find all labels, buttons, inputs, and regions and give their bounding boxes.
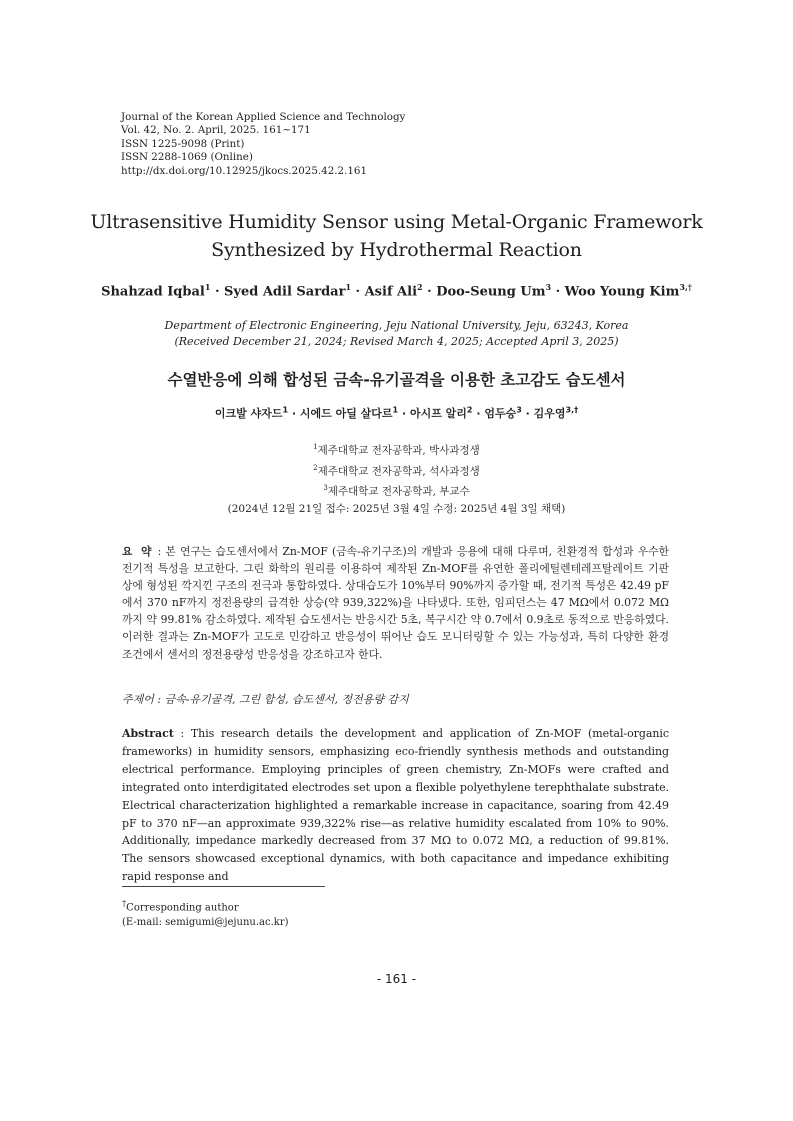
author-sep: ·: [472, 407, 485, 420]
author-list: [0, 282, 793, 299]
abstract-label: Abstract: [122, 727, 174, 740]
affil-text: 제주대학교 전자공학과, 석사과정생: [317, 465, 480, 477]
korean-author: 김우영: [533, 407, 566, 420]
korean-author: 아시프 알리: [409, 407, 467, 420]
affiliation: [0, 318, 793, 350]
doi-link[interactable]: http://dx.doi.org/10.12925/jkocs.2025.42.2.161: [121, 164, 368, 177]
korean-keywords: 주제어 : 금속-유기골격, 그린 합성, 습도센서, 정전용량 감지: [122, 693, 409, 706]
author-sup: 3: [545, 282, 552, 292]
korean-title: 수열반응에 의해 합성된 금속-유기골격을 이용한 초고감도 습도센서: [167, 371, 626, 389]
journal-name: Journal of the Korean Applied Science and Technology: [121, 111, 406, 123]
affil-sup: 1: [313, 443, 318, 451]
korean-abstract: [122, 543, 669, 663]
author-sup: 2: [417, 282, 423, 292]
affil-text: 제주대학교 전자공학과, 부교수: [327, 485, 470, 498]
paper-title: [0, 208, 793, 264]
author-sep: ·: [288, 407, 300, 420]
author: Syed Adil Sardar: [224, 284, 346, 300]
korean-affiliation: [0, 460, 793, 481]
korean-author: 시에드 아딜 살다르: [299, 407, 393, 420]
author-sep: ·: [521, 407, 534, 420]
english-abstract: [122, 725, 669, 886]
footnote-divider: [122, 886, 325, 887]
author-sup: 3: [516, 405, 522, 415]
author: Doo-Seung Um: [436, 284, 546, 300]
abstract-text: : This research details the development and application of Zn-MOF (metal-organic frameworks) in humidity sensors, emphasizing eco-friendly synthesis methods and outstanding electrical performance. Employing principles of green chemistry, Zn-MOFs were crafted and integrated onto interdigitated electrodes set upon a flexible polyethylene terephthalate substrate. Electrical characterization highlighted a remarkable increase in capacitance, soaring from 42.49 pF to 370 nF—an approximate 939,322% rise—as relative humidity escalated from 10% to 90%. Additionally, impedance markedly decreased from 37 MΩ to 0.072 MΩ, a reduction of 99.81%. The sensors showcased exceptional dynamics, with both capacitance and impedance exhibiting rapid response and: [122, 727, 669, 884]
author-sep: ·: [398, 407, 410, 420]
author-sep: ·: [351, 284, 365, 300]
footnote: [122, 896, 289, 930]
author-sup: 3,†: [565, 405, 579, 415]
author-sup: 2: [466, 405, 473, 415]
corresponding-email: (E-mail: semigumi@jejunu.ac.kr): [122, 917, 289, 929]
author-sup: 1: [392, 405, 399, 415]
korean-author: 이크발 샤자드: [214, 407, 283, 420]
korean-abstract-label: 요 약: [122, 545, 154, 558]
affil-text: 제주대학교 전자공학과, 박사과정생: [317, 444, 480, 457]
author-sep: ·: [422, 284, 437, 300]
author-sup: 3,†: [679, 282, 692, 292]
title-line-1: Ultrasensitive Humidity Sensor using Metal-Organic Framework: [90, 211, 703, 233]
corresponding-author: [122, 896, 289, 915]
department: Department of Electronic Engineering, Jeju National University, Jeju, 63243, Korea: [164, 319, 629, 332]
corresponding-author-label: Corresponding author: [126, 902, 239, 914]
author-sup: 1: [204, 282, 211, 292]
issn-print: ISSN 1225-9098 (Print): [121, 137, 245, 150]
author: Asif Ali: [364, 284, 418, 300]
title-line-2: Synthesized by Hydrothermal Reaction: [211, 239, 582, 261]
korean-affiliations: [0, 439, 793, 518]
korean-dates: (2024년 12월 21일 접수: 2025년 3월 4일 수정: 2025년 4월 3일 채택): [227, 502, 566, 515]
journal-info: [121, 111, 405, 178]
author-sup: 1: [282, 405, 289, 415]
korean-author-list: [0, 405, 793, 421]
received-dates: (Received December 21, 2024; Revised March 4, 2025; Accepted April 3, 2025): [174, 335, 619, 348]
author-sep: ·: [551, 284, 565, 300]
author: Shahzad Iqbal: [101, 284, 205, 300]
issn-online: ISSN 2288-1069 (Online): [121, 151, 253, 164]
korean-affiliation: [0, 439, 793, 460]
affil-sup: 2: [313, 463, 318, 472]
affil-sup: 3: [323, 484, 328, 492]
journal-volume: Vol. 42, No. 2. April, 2025. 161~171: [121, 124, 311, 137]
korean-author: 엄두승: [484, 407, 517, 420]
author: Woo Young Kim: [564, 284, 680, 300]
page-number: - 161 -: [376, 972, 417, 986]
author-sup: 1: [345, 282, 352, 292]
author-sep: ·: [210, 284, 224, 300]
korean-abstract-text: : 본 연구는 습도센서에서 Zn-MOF (금속-유기구조)의 개발과 응용에 대해 다루며, 친환경적 합성과 우수한 전기적 특성을 보고한다. 그린 화학의 원리를 이용하여 제작된 Zn-MOF를 유연한 폴리에틸렌테레프탈레이트 기판 상에 형성된 깍지낀 구조의 전극과 통합하였다. 상대습도가 10%부터 90%까지 증가할 때, 전기적 특성은 42.49 pF에서 370 nF까지 정전용량의 급격한 상승(약 939,322%)을 나타냈다. 또한, 임피던스는 47 MΩ에서 0.072 MΩ까지 약 99.81% 감소하였다. 제작된 습도센서는 반응시간 5초, 복구시간 약 0.7에서 0.9초로 동적으로 반응하였다. 이러한 결과는 Zn-MOF가 고도로 민감하고 반응성이 뛰어난 습도 모니터링할 수 있는 가능성과, 특히 다양한 환경 조건에서 센서의 정전용량성 반응성을 강조하고자 한다.: [122, 545, 669, 661]
korean-affiliation: [0, 480, 793, 501]
dagger-mark: †: [122, 898, 127, 908]
